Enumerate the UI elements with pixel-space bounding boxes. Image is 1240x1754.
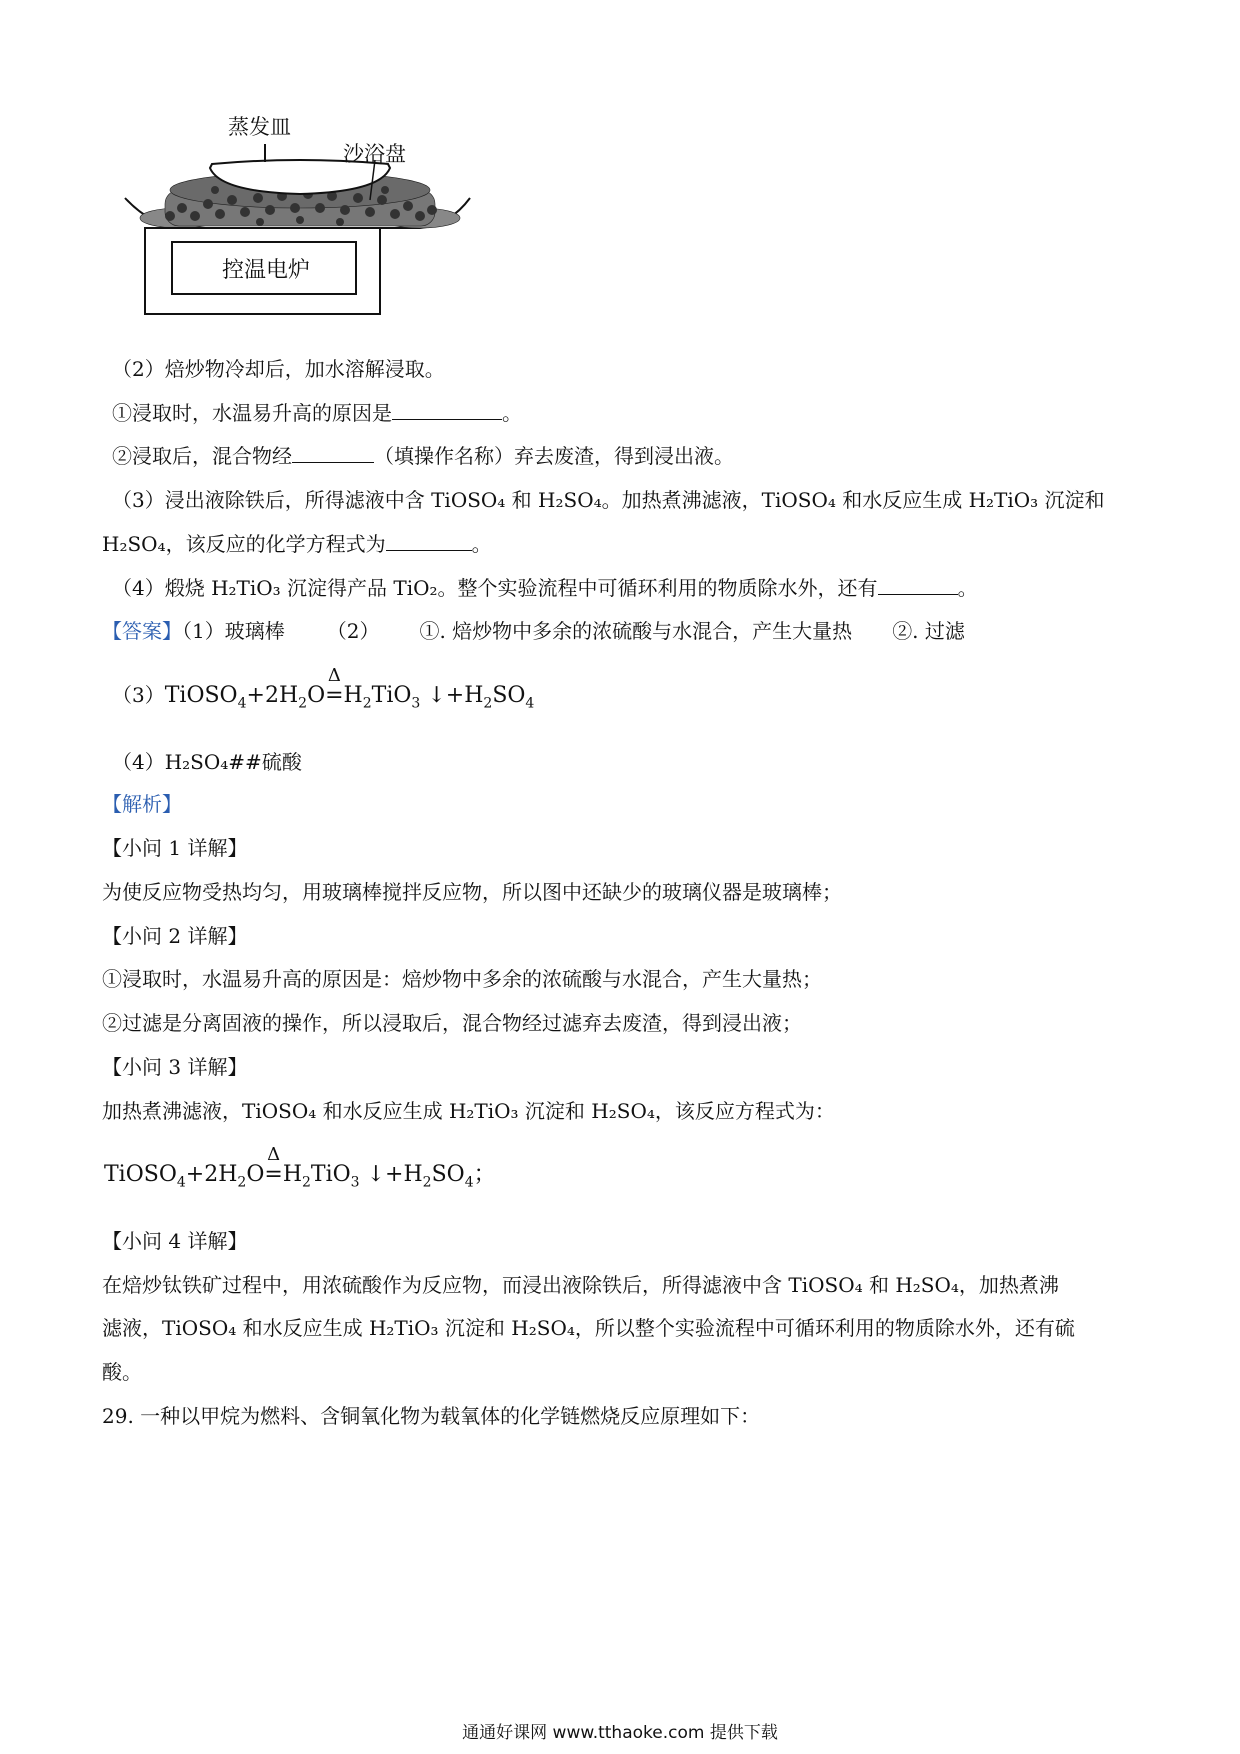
answer-4: （4）H₂SO₄##硫酸 xyxy=(112,750,302,774)
question-2-2: ②浸取后，混合物经 （填操作名称）弃去废渣，得到浸出液。 xyxy=(112,444,734,468)
answer-tag: 【答案】 xyxy=(102,619,182,643)
question-2-1: ①浸取时，水温易升高的原因是 。 xyxy=(112,401,522,425)
sub-question-2-title: 【小问 2 详解】 xyxy=(102,924,248,948)
sub-question-1-text: 为使反应物受热均匀，用玻璃棒搅拌反应物，所以图中还缺少的玻璃仪器是玻璃棒； xyxy=(102,880,842,904)
answer-blank[interactable] xyxy=(292,442,374,463)
apparatus-diagram xyxy=(120,120,480,360)
label-evaporating-dish: 蒸发皿 xyxy=(228,115,291,139)
answer-line: 【答案】（1）玻璃棒 （2） ①. 焙炒物中多余的浓硫酸与水混合，产生大量热 ②. 过滤 xyxy=(102,619,965,643)
question-3-line1: （3）浸出液除铁后，所得滤液中含 TiOSO₄ 和 H₂SO₄。加热煮沸滤液，TiOSO₄ 和水反应生成 H₂TiO₃ 沉淀和 xyxy=(112,488,1105,512)
sub-question-4-text1: 在焙炒钛铁矿过程中，用浓硫酸作为反应物，而浸出液除铁后，所得滤液中含 TiOSO₄ 和 H₂SO₄，加热煮沸 xyxy=(102,1273,1059,1297)
answer-equation: $(3)TiOSO_4+2H_2O$ Δ $=H_2TiO_3$ $↓+H_2SO_4$ xyxy=(112,665,535,712)
sub-question-3-title: 【小问 3 详解】 xyxy=(102,1055,248,1079)
question-3-line2: H₂SO₄，该反应的化学方程式为 。 xyxy=(102,532,492,556)
question-2-title: （2）焙炒物冷却后，加水溶解浸取。 xyxy=(112,357,445,381)
sub-question-1-title: 【小问 1 详解】 xyxy=(102,836,248,860)
label-furnace: 控温电炉 xyxy=(222,258,311,283)
answer-blank[interactable] xyxy=(878,574,958,595)
analysis-tag: 【解析】 xyxy=(102,792,182,816)
sub-question-4-text3: 酸。 xyxy=(102,1360,142,1384)
answer-blank[interactable] xyxy=(392,399,502,420)
answer-blank[interactable] xyxy=(386,530,472,551)
sub-question-2-text2: ②过滤是分离固液的操作，所以浸取后，混合物经过滤弃去废渣，得到浸出液； xyxy=(102,1011,802,1035)
label-sand-tray: 沙浴盘 xyxy=(343,142,406,166)
page-footer: 通通好课网 www.tthaoke.com 提供下载 xyxy=(462,1723,778,1743)
analysis-equation: $TiOSO_4+2H_2O$ Δ $=H_2TiO_3$ $↓+H_2SO_4$； xyxy=(104,1144,496,1191)
sub-question-4-title: 【小问 4 详解】 xyxy=(102,1229,248,1253)
sub-question-2-text1: ①浸取时，水温易升高的原因是：焙炒物中多余的浓硫酸与水混合，产生大量热； xyxy=(102,967,822,991)
question-29: 29. 一种以甲烷为燃料、含铜氧化物为载氧体的化学链燃烧反应原理如下： xyxy=(102,1404,761,1428)
sub-question-3-text: 加热煮沸滤液，TiOSO₄ 和水反应生成 H₂TiO₃ 沉淀和 H₂SO₄，该反应方程式为： xyxy=(102,1099,835,1123)
sub-question-4-text2: 滤液，TiOSO₄ 和水反应生成 H₂TiO₃ 沉淀和 H₂SO₄，所以整个实验流程中可循环利用的物质除水外，还有硫 xyxy=(102,1316,1075,1340)
question-4: （4）煅烧 H₂TiO₃ 沉淀得产品 TiO₂。整个实验流程中可循环利用的物质除水外，还有 。 xyxy=(112,576,978,600)
